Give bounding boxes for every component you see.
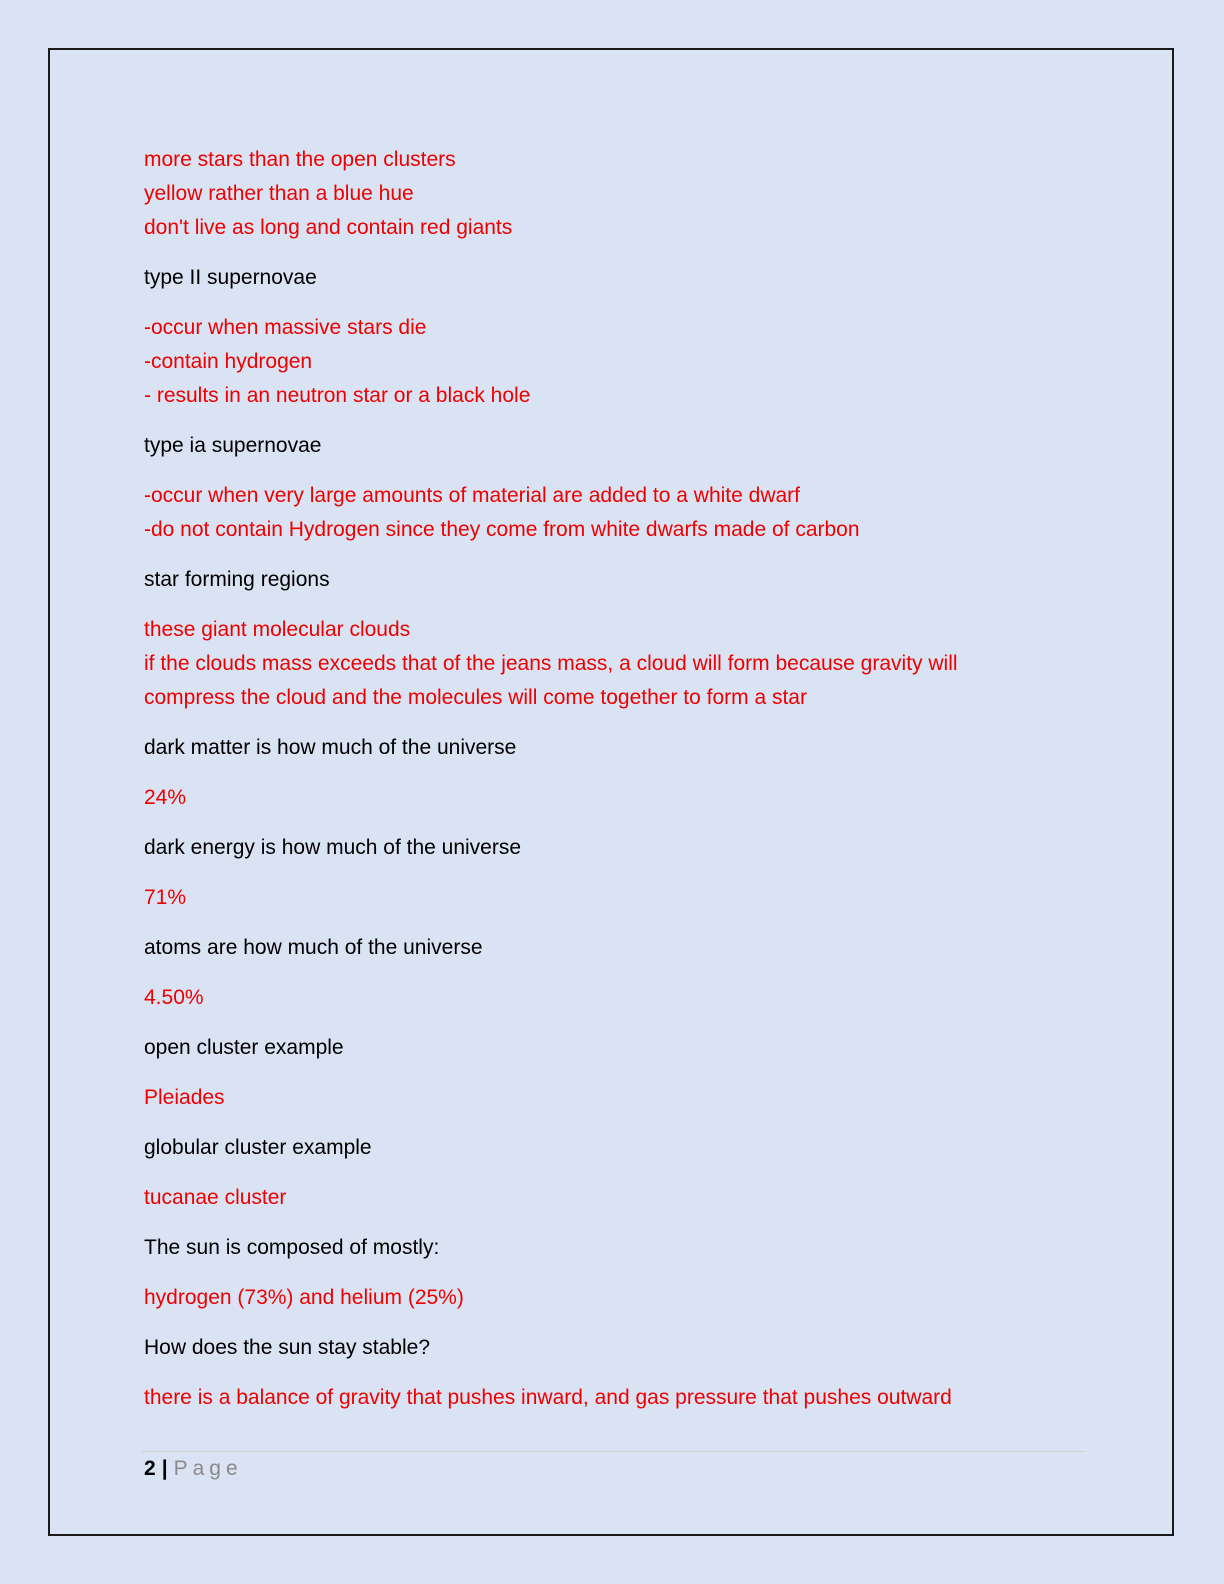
question-block (144, 731, 1094, 765)
answer-line: 24% (144, 786, 187, 809)
question-line: type II supernovae (144, 266, 317, 289)
answer-line: compress the cloud and the molecules will come together to form a star (144, 686, 807, 709)
question-line: open cluster example (144, 1036, 344, 1059)
question-block (144, 1031, 1094, 1065)
question-line: dark matter is how much of the universe (144, 736, 517, 759)
question-block (144, 931, 1094, 965)
answer-line: these giant molecular clouds (144, 618, 411, 641)
question-block (144, 831, 1094, 865)
answer-line: -contain hydrogen (144, 350, 313, 373)
page-footer (144, 1454, 243, 1484)
answer-block (144, 781, 1094, 815)
answer-block (144, 981, 1094, 1015)
question-line: globular cluster example (144, 1136, 372, 1159)
answer-line: 71% (144, 886, 187, 909)
answer-line: more stars than the open clusters (144, 148, 456, 171)
page-label: Page (173, 1457, 243, 1480)
answer-block (144, 1381, 1094, 1415)
question-line: star forming regions (144, 568, 330, 591)
footer-separator: | (161, 1457, 168, 1480)
answer-line: there is a balance of gravity that pushes inward, and gas pressure that pushes outward (144, 1386, 952, 1409)
question-line: The sun is composed of mostly: (144, 1236, 440, 1259)
answer-block (144, 143, 1094, 245)
page-number: 2 (144, 1457, 156, 1480)
answer-line: tucanae cluster (144, 1186, 287, 1209)
answer-block (144, 1181, 1094, 1215)
answer-line: Pleiades (144, 1086, 225, 1109)
answer-block (144, 613, 1094, 715)
answer-block (144, 311, 1094, 413)
answer-line: don't live as long and contain red giants (144, 216, 513, 239)
answer-block (144, 1081, 1094, 1115)
question-block (144, 261, 1094, 295)
question-line: type ia supernovae (144, 434, 322, 457)
answer-line: if the clouds mass exceeds that of the jeans mass, a cloud will form because gravity will (144, 652, 958, 675)
answer-block (144, 479, 1094, 547)
answer-line: yellow rather than a blue hue (144, 182, 414, 205)
answer-line: hydrogen (73%) and helium (25%) (144, 1286, 464, 1309)
answer-line: -do not contain Hydrogen since they come from white dwarfs made of carbon (144, 518, 860, 541)
footer-divider (142, 1451, 1084, 1452)
answer-block (144, 1281, 1094, 1315)
question-block (144, 1131, 1094, 1165)
document-body (144, 143, 1094, 1431)
answer-line: 4.50% (144, 986, 204, 1009)
answer-line: -occur when massive stars die (144, 316, 427, 339)
answer-block (144, 881, 1094, 915)
question-line: atoms are how much of the universe (144, 936, 483, 959)
question-block (144, 1231, 1094, 1265)
answer-line: - results in an neutron star or a black hole (144, 384, 531, 407)
answer-line: -occur when very large amounts of material are added to a white dwarf (144, 484, 800, 507)
question-block (144, 1331, 1094, 1365)
question-line: How does the sun stay stable? (144, 1336, 431, 1359)
question-block (144, 429, 1094, 463)
question-block (144, 563, 1094, 597)
question-line: dark energy is how much of the universe (144, 836, 522, 859)
